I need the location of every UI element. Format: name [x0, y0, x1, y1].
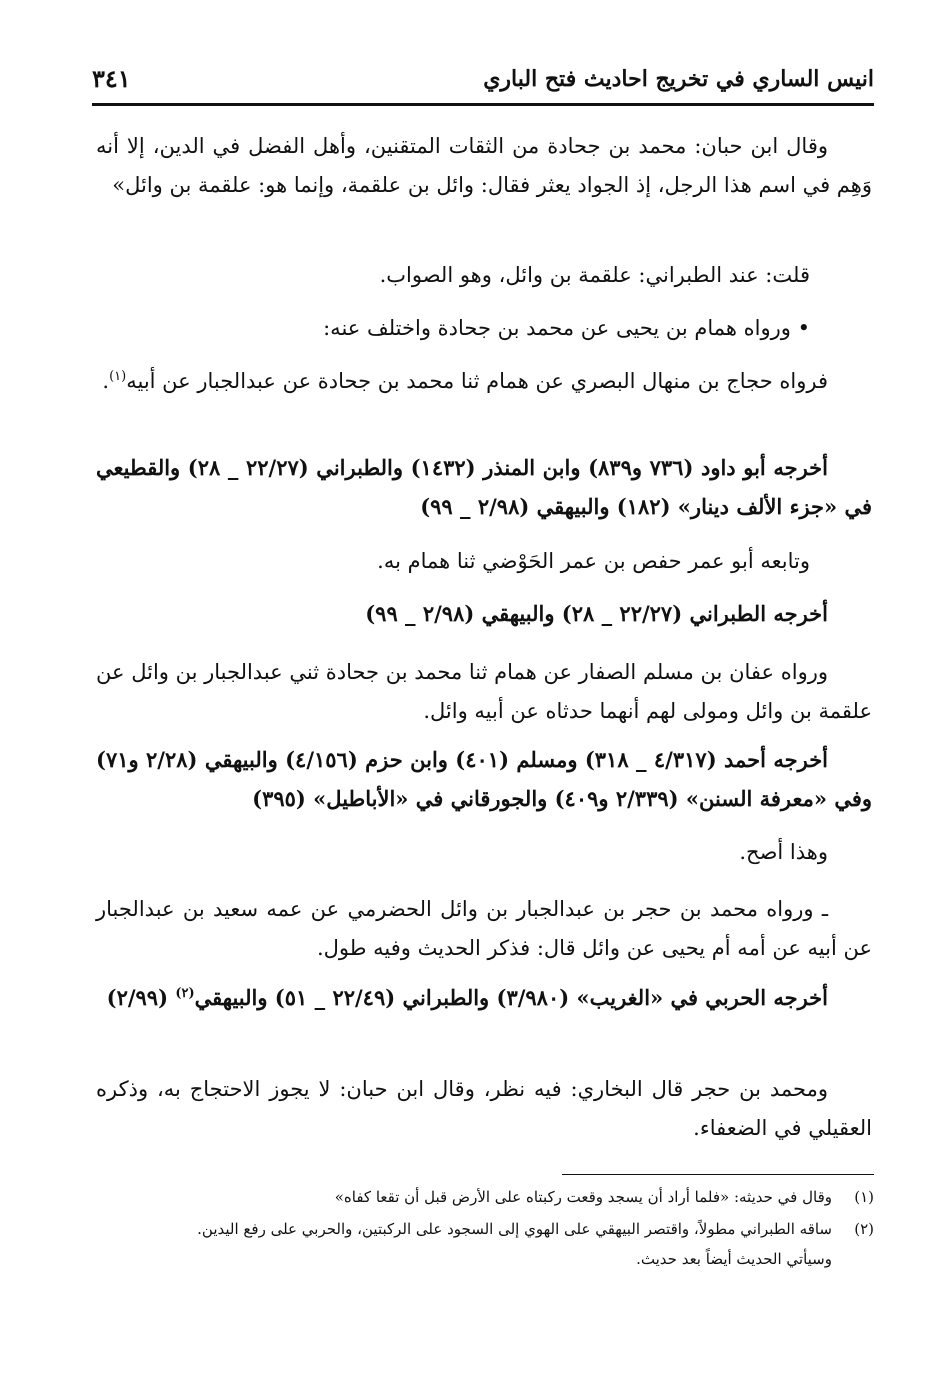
running-header [92, 60, 874, 100]
paragraph-takhrij-ahmad: أخرجه أحمد (٤/٣١٧ _ ٣١٨) ومسلم (٤٠١) وابن حزم (٤/١٥٦) والبيهقي (٢/٢٨ و٧١) وفي «معرفة السنن» (٢/٣٣٩ و٤٠٩) والجورقاني في «الأباطيل» (٣٩٥) [96, 747, 872, 811]
paragraph-text: فرواه حجاج بن منهال البصري عن همام ثنا محمد بن جحادة عن عبدالجبار عن أبيه [126, 369, 828, 393]
paragraph-affan-narration: ورواه عفان بن مسلم الصفار عن همام ثنا محمد بن جحادة ثني عبدالجبار بن وائل عن علقمة بن وائل ومولى لهم أنهما حدثاه عن أبيه وائل. [96, 660, 872, 723]
paragraph-tabarani-note: قلت: عند الطبراني: علقمة بن وائل، وهو الصواب. [379, 263, 810, 287]
footnote-separator [562, 1174, 874, 1175]
paragraph-end: . [102, 369, 110, 393]
footnote-text: وقال في حديثه: «فلما أراد أن يسجد وقعت ركبتاه على الأرض قبل أن تقعا كفاه» [334, 1188, 832, 1206]
footnote-ref-1: (١) [109, 369, 127, 384]
header-rule [92, 103, 874, 106]
paragraph-ibn-hibban-quote: وقال ابن حبان: محمد بن جحادة من الثقات المتقنين، وأهل الفضل في الدين، إلا أنه وَهِم في اسم هذا الرجل، إذ الجواد يعثر فقال: وائل بن علقمة، وإنما هو: علقمة بن وائل» [96, 134, 872, 197]
paragraph-hajjaj-narration [96, 362, 872, 401]
paragraph-text: أخرجه الحربي في «الغريب» (٣/٩٨٠) والطبراني (٢٢/٤٩ _ ٥١) والبيهقي [194, 985, 828, 1010]
footnote-number: (١) [854, 1188, 874, 1206]
footnote-2-continuation: وسيأتي الحديث أيضاً بعد حديث. [636, 1250, 832, 1268]
footnote-2 [110, 1216, 874, 1242]
footnote-text: ساقه الطبراني مطولاً، واقتصر البيهقي على الهوي إلى السجود على الركبتين، والحربي على رفع اليدين. [197, 1220, 832, 1238]
paragraph-takhrij-abu-dawud: أخرجه أبو داود (٧٣٦ و٨٣٩) وابن المنذر (١٤٣٢) والطبراني (٢٢/٢٧ _ ٢٨) والقطيعي في «جزء الألف دينار» (١٨٢) والبيهقي (٢/٩٨ _ ٩٩) [96, 455, 872, 519]
footnote-number: (٢) [854, 1220, 874, 1238]
paragraph-bukhari-critique: ومحمد بن حجر قال البخاري: فيه نظر، وقال ابن حبان: لا يجوز الاحتجاج به، وذكره العقيلي في الضعفاء. [96, 1077, 872, 1140]
paragraph-asahh: وهذا أصح. [739, 840, 828, 864]
footnote-ref-2: (٢) [175, 986, 195, 1001]
paragraph-takhrij-tabarani: أخرجه الطبراني (٢٢/٢٧ _ ٢٨) والبيهقي (٢/٩٨ _ ٩٩) [365, 601, 828, 626]
paragraph-muhammad-bin-hujr-narration: ـ ورواه محمد بن حجر بن عبدالجبار بن وائل الحضرمي عن عمه سعيد بن عبدالجبار عن أبيه عن أمه أم يحيى عن وائل قال: فذكر الحديث وفيه طول. [96, 897, 872, 960]
paragraph-end: (٢/٩٩) [106, 985, 176, 1010]
page-number: ٣٤١ [92, 64, 131, 93]
header-title: انيس الساري في تخريج احاديث فتح الباري [483, 66, 874, 92]
paragraph-hawdi-mutaba: وتابعه أبو عمر حفص بن عمر الحَوْضي ثنا همام به. [377, 549, 810, 573]
paragraph-takhrij-harbi [96, 978, 872, 1017]
footnote-1 [110, 1184, 874, 1210]
paragraph-hammam-narration: • ورواه همام بن يحيى عن محمد بن جحادة واختلف عنه: [323, 316, 810, 340]
